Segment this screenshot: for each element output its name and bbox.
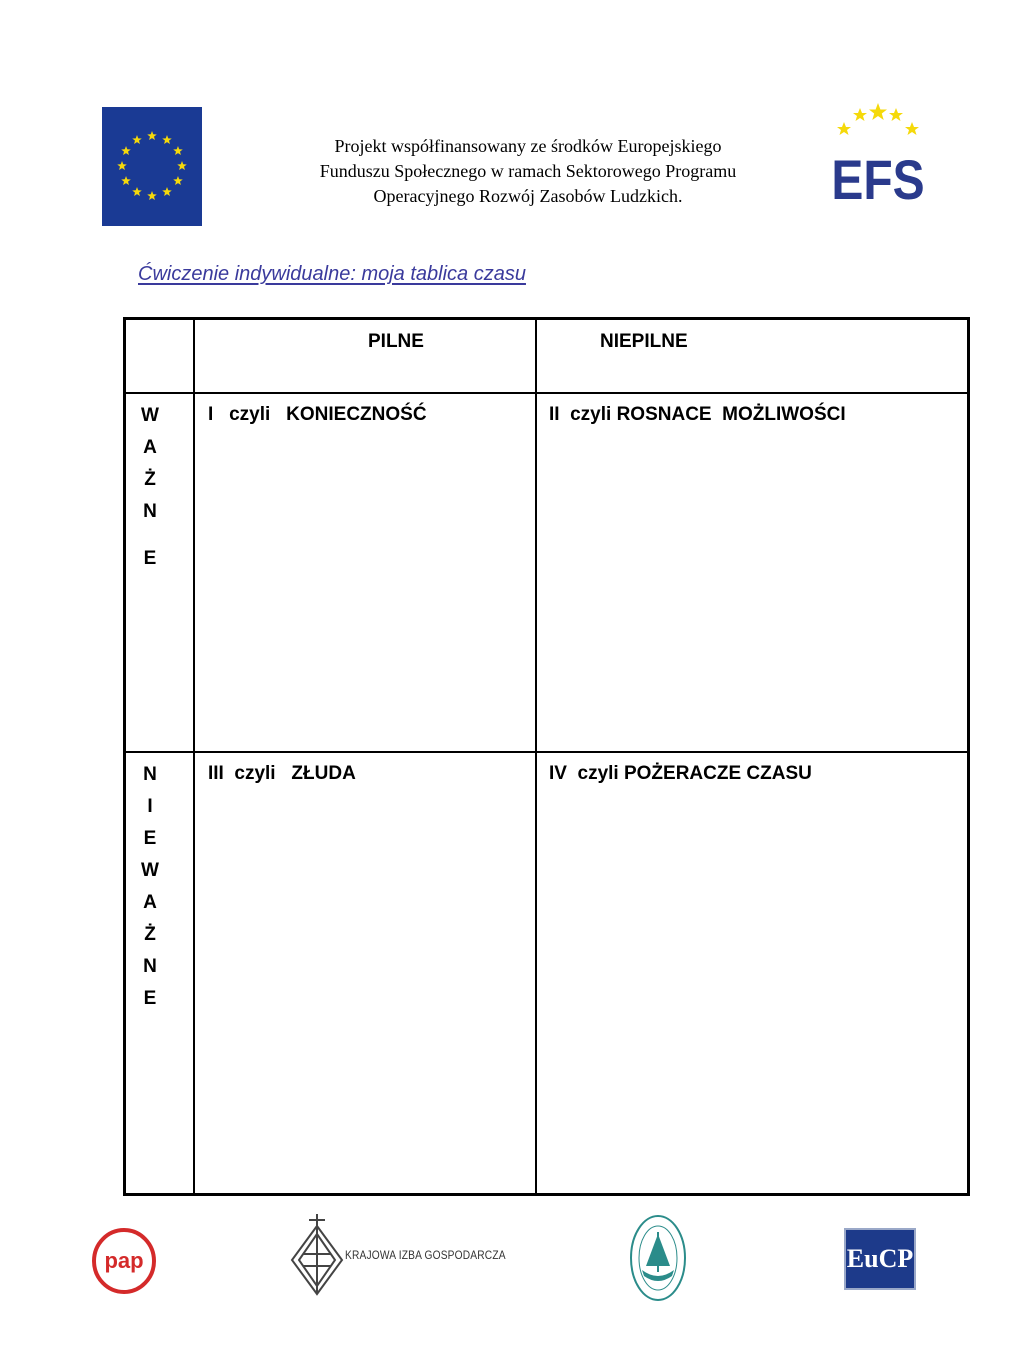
kig-name: KRAJOWA IZBA GOSPODARCZA — [345, 1248, 506, 1262]
row-label-wazne — [135, 400, 165, 575]
sgh-seal-logo — [628, 1212, 688, 1304]
eu-star-icon — [173, 146, 183, 155]
eucp-logo: EuCP — [844, 1228, 916, 1290]
efs-logo-text: EFS — [831, 148, 925, 211]
quadrant-4-label: IV czyli POŻERACZE CZASU — [549, 763, 812, 784]
row-label-letter: I — [147, 796, 153, 817]
row-label-letter: N — [143, 764, 157, 785]
row-label-letter: A — [143, 437, 157, 458]
eu-star-icon — [162, 135, 172, 144]
row-label-letter: E — [143, 828, 157, 849]
row-label-niewazne — [135, 759, 165, 1015]
eu-star-icon — [162, 187, 172, 196]
row-label-letter: W — [141, 860, 159, 881]
eu-star-icon — [132, 135, 142, 144]
row-label-letter: A — [143, 892, 157, 913]
eu-flag-logo — [102, 107, 202, 226]
eu-star-icon — [147, 131, 157, 140]
table-divider — [193, 320, 195, 1193]
eu-star-icon — [117, 161, 127, 170]
exercise-title: Ćwiczenie indywidualne: moja tablica czasu — [138, 263, 526, 285]
quadrant-1-label: I czyli KONIECZNOŚĆ — [208, 404, 427, 425]
row-label-letter: N — [143, 501, 157, 522]
header-line-3: Operacyjnego Rozwój Zasobów Ludzkich. — [373, 186, 683, 206]
header-line-1: Projekt współfinansowany ze środków Europejskiego — [334, 136, 722, 156]
row-label-letter: E — [143, 548, 157, 569]
table-divider — [126, 751, 967, 753]
column-header-niepilne: NIEPILNE — [600, 331, 688, 352]
eu-star-icon — [121, 146, 131, 155]
quadrant-3-label: III czyli ZŁUDA — [208, 763, 356, 784]
eu-star-icon — [173, 176, 183, 185]
kig-emblem — [287, 1212, 347, 1296]
pap-logo — [92, 1228, 156, 1294]
column-header-pilne: PILNE — [368, 331, 424, 352]
eu-star-icon — [177, 161, 187, 170]
pap-logo-text: pap — [104, 1248, 144, 1273]
eu-star-icon — [147, 191, 157, 200]
eu-star-icon — [132, 187, 142, 196]
row-label-letter: Ż — [144, 924, 156, 945]
eu-star-icon — [121, 176, 131, 185]
row-label-letter: W — [141, 405, 159, 426]
row-label-letter: Ż — [144, 469, 156, 490]
quadrant-2-label: II czyli ROSNACE MOŻLIWOŚCI — [549, 404, 846, 425]
table-divider — [535, 320, 537, 1193]
table-divider — [126, 392, 967, 394]
project-funding-note — [258, 134, 798, 209]
efs-logo — [828, 100, 928, 212]
row-label-letter: N — [143, 956, 157, 977]
time-matrix-table — [123, 317, 970, 1196]
header-line-2: Funduszu Społecznego w ramach Sektorowego Programu — [319, 161, 737, 181]
row-label-letter: E — [143, 988, 157, 1009]
